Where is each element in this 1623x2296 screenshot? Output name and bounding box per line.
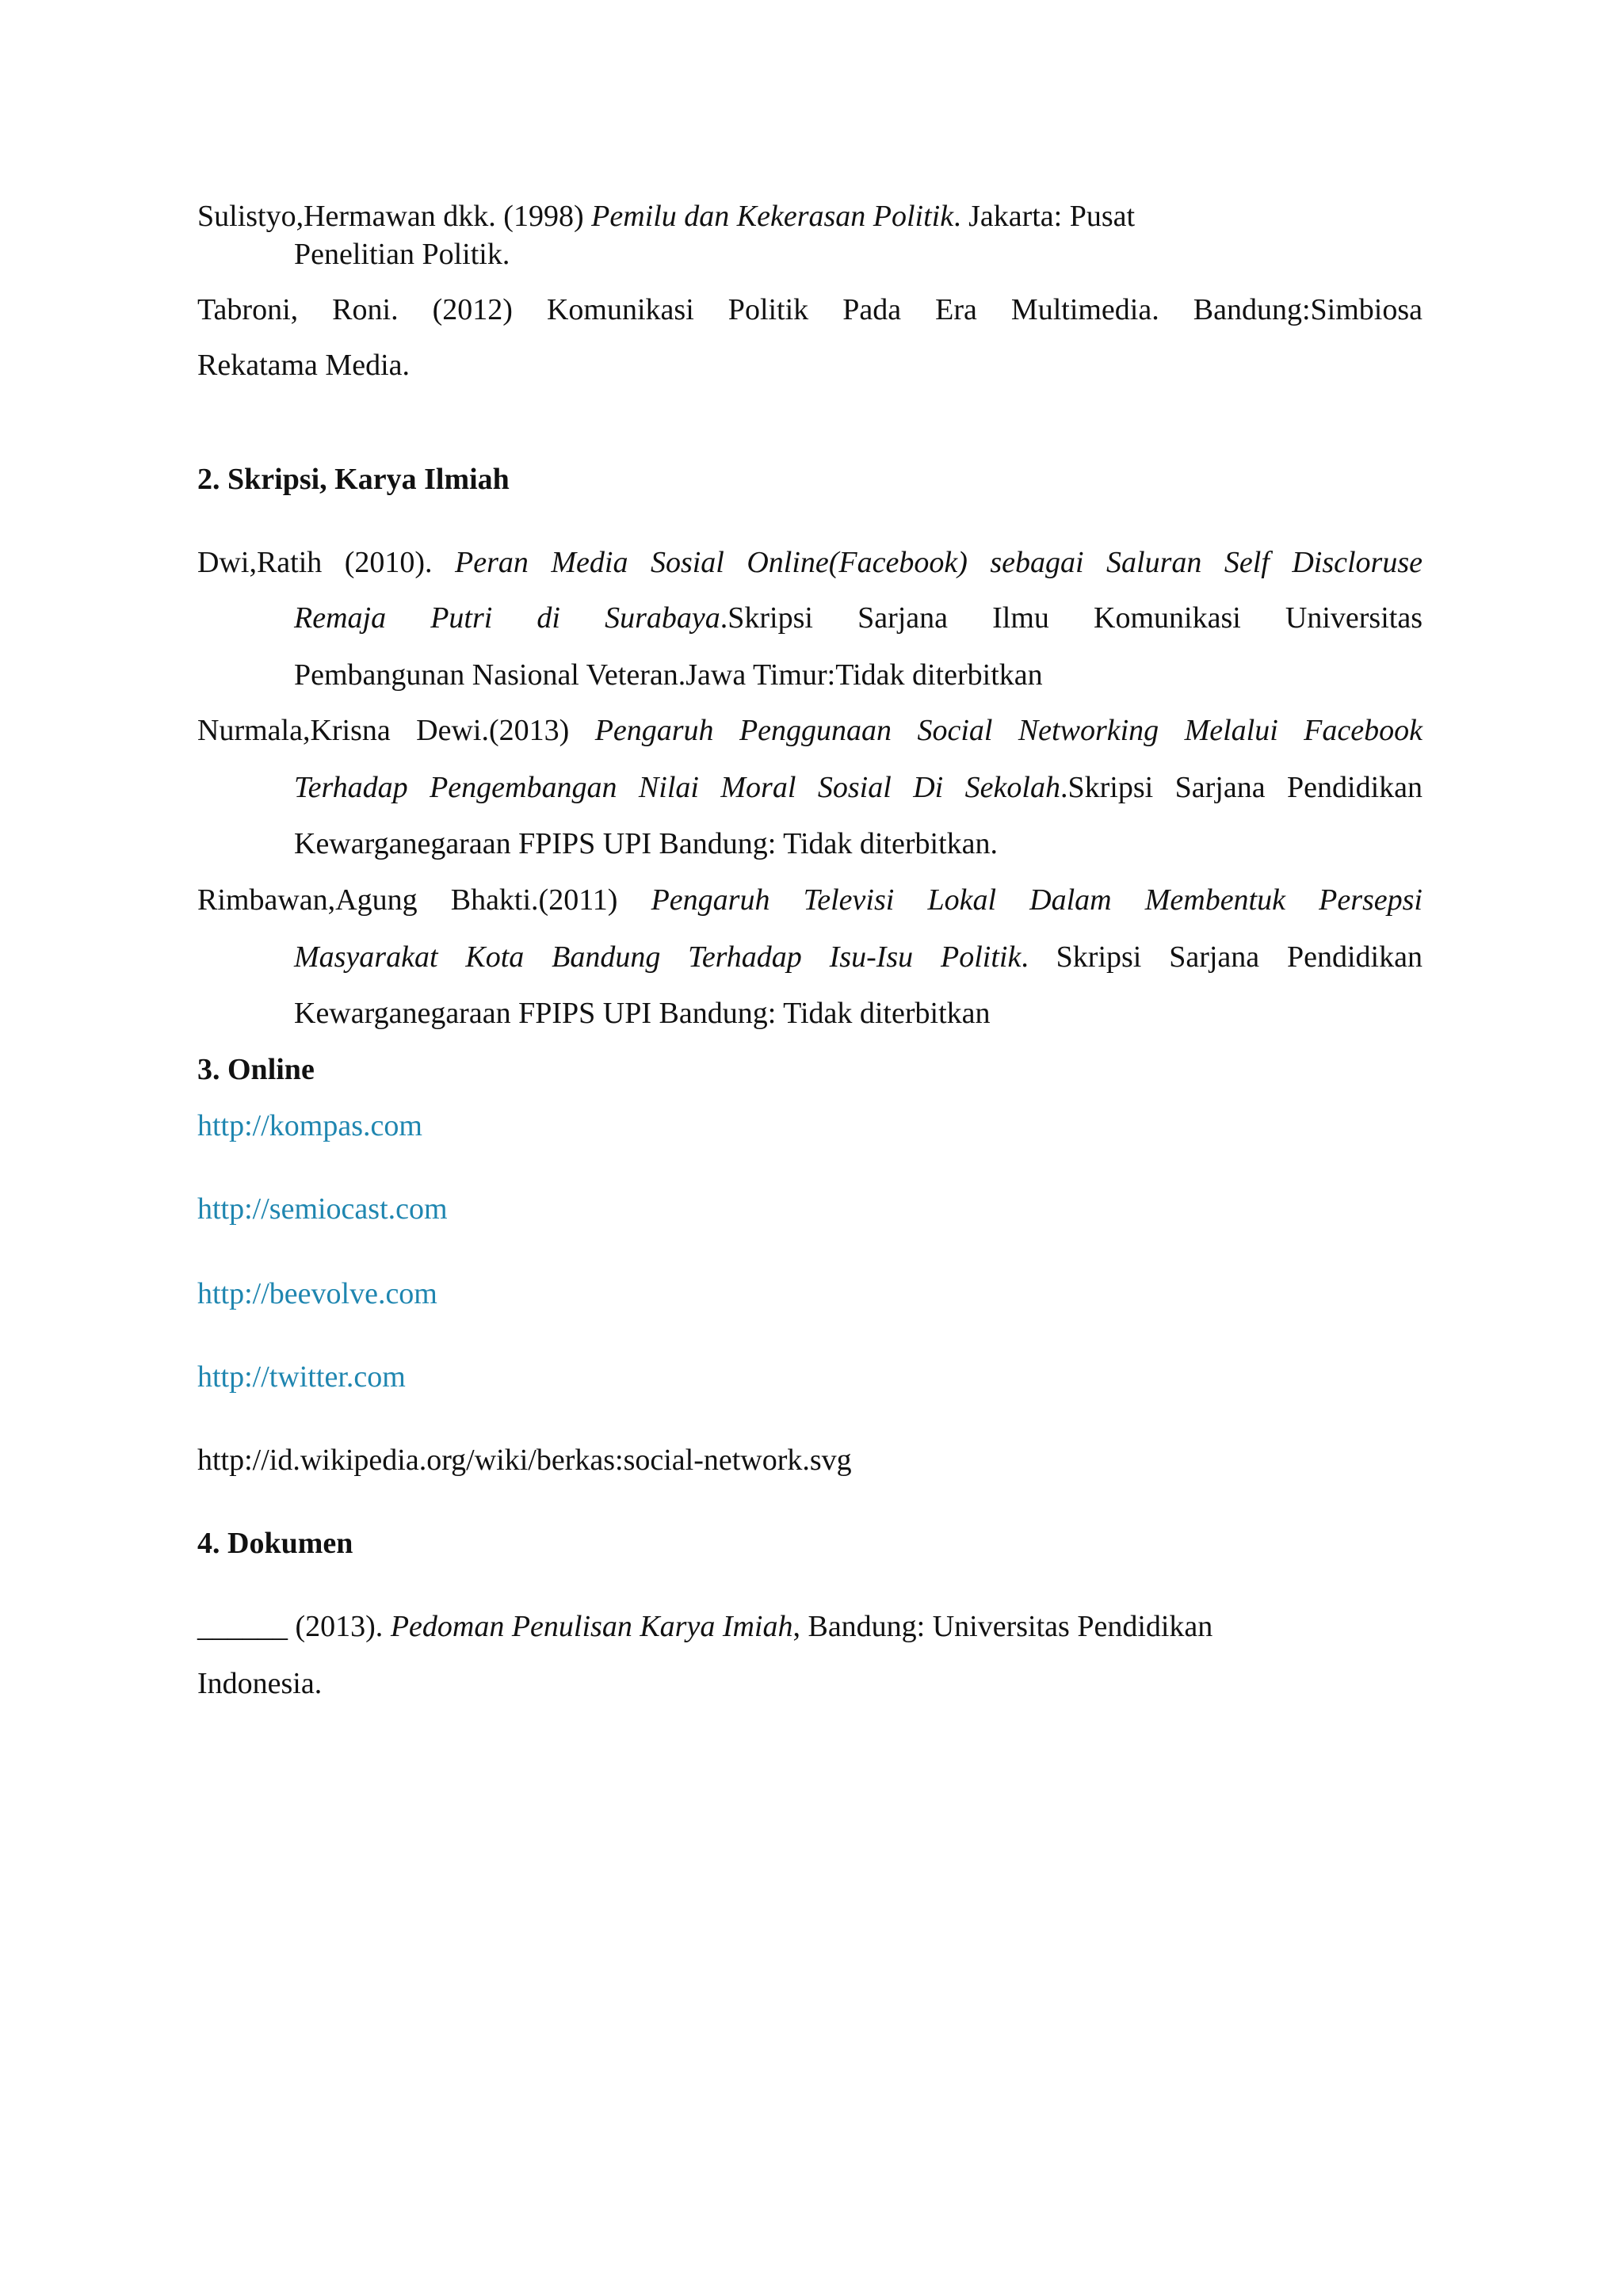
reference-dwi-cont	[294, 590, 1423, 646]
ref-author-blank: ______	[197, 1610, 288, 1643]
ref-rest: . Skripsi Sarjana Pendidikan	[1021, 940, 1423, 974]
reference-nurmala-cont	[294, 760, 1423, 816]
ref-publisher: , Bandung: Universitas Pendidikan	[792, 1610, 1213, 1643]
ref-title: Pedoman Penulisan Karya Imiah	[390, 1610, 793, 1643]
ref-rest: .Skripsi Sarjana Pendidikan	[1060, 771, 1423, 804]
section-heading-online: 3. Online	[197, 1053, 315, 1086]
ref-title: Pengaruh Televisi Lokal Dalam Membentuk Persepsi	[651, 883, 1423, 917]
reference-tabroni-cont: Rekatama Media.	[197, 349, 411, 382]
ref-rest: .Skripsi Sarjana Ilmu Komunikasi Universitas	[720, 601, 1423, 635]
link-beevolve[interactable]: http://beevolve.com	[197, 1277, 437, 1310]
url-wikipedia: http://id.wikipedia.org/wiki/berkas:social-network.svg	[197, 1444, 852, 1477]
reference-nurmala	[197, 703, 1423, 759]
ref-title: Pengaruh Penggunaan Social Networking Melalui Facebook	[594, 714, 1423, 747]
reference-nurmala-cont2: Kewarganegaraan FPIPS UPI Bandung: Tidak diterbitkan.	[294, 827, 998, 860]
reference-sulistyo-cont: Penelitian Politik.	[294, 238, 510, 271]
link-twitter[interactable]: http://twitter.com	[197, 1360, 406, 1394]
reference-dwi-cont2: Pembangunan Nasional Veteran.Jawa Timur:Tidak diterbitkan	[294, 658, 1043, 692]
ref-title: Masyarakat Kota Bandung Terhadap Isu-Isu Politik	[294, 940, 1022, 974]
ref-title: Pemilu dan Kekerasan Politik	[591, 200, 954, 233]
ref-title: Peran Media Sosial Online(Facebook) sebagai Saluran Self Discloruse	[455, 546, 1423, 579]
reference-rimbawan-cont2: Kewarganegaraan FPIPS UPI Bandung: Tidak diterbitkan	[294, 997, 991, 1030]
section-heading-dokumen: 4. Dokumen	[197, 1527, 353, 1560]
ref-title: Remaja Putri di Surabaya	[294, 601, 720, 635]
ref-author: Nurmala,Krisna Dewi.(2013)	[197, 714, 595, 747]
reference-rimbawan	[197, 872, 1423, 929]
link-semiocast[interactable]: http://semiocast.com	[197, 1192, 448, 1226]
ref-author: Rimbawan,Agung Bhakti.(2011)	[197, 883, 651, 917]
ref-year: (2013).	[288, 1610, 391, 1643]
reference-tabroni: Tabroni, Roni. (2012) Komunikasi Politik Pada Era Multimedia. Bandung:Simbiosa	[197, 293, 1423, 326]
reference-rimbawan-cont	[294, 929, 1423, 986]
ref-publisher: . Jakarta: Pusat	[953, 200, 1136, 233]
reference-dwi	[197, 535, 1423, 591]
link-kompas[interactable]: http://kompas.com	[197, 1109, 422, 1142]
reference-pedoman	[197, 1599, 1212, 1655]
ref-author: Sulistyo,Hermawan dkk. (1998)	[197, 200, 592, 233]
ref-title: Terhadap Pengembangan Nilai Moral Sosial Di Sekolah	[294, 771, 1060, 804]
reference-pedoman-cont: Indonesia.	[197, 1667, 323, 1700]
section-heading-skripsi: 2. Skripsi, Karya Ilmiah	[197, 463, 510, 496]
ref-author: Dwi,Ratih (2010).	[197, 546, 456, 579]
